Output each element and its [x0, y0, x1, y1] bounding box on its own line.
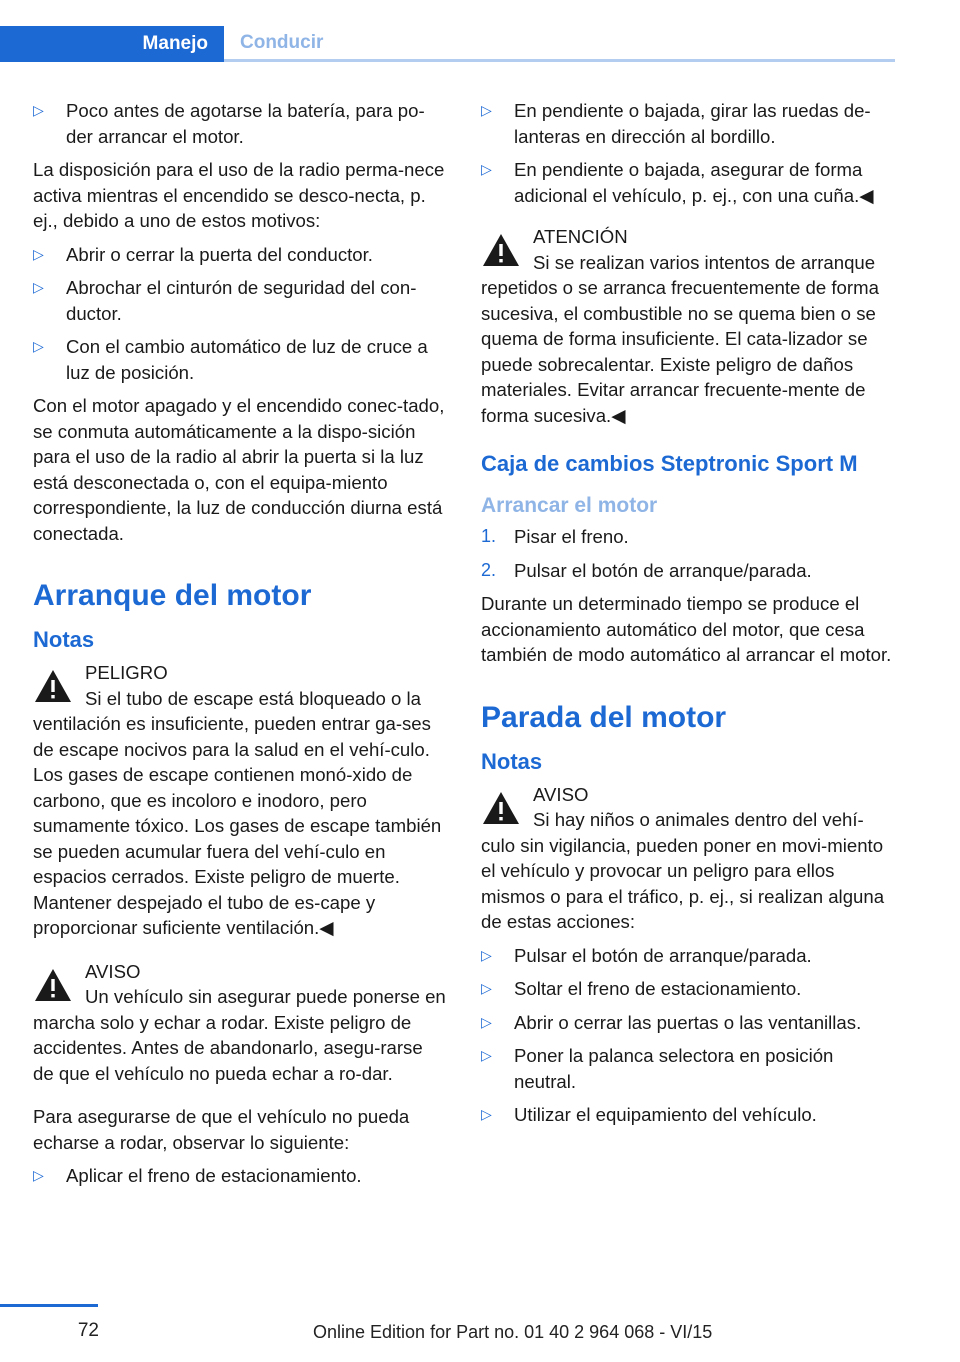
paragraph: Con el motor apagado y el encendido conec‐tado, se conmuta automáticamente a la dispo‐sición para el uso de la radio al abrir la puerta si la luz está desconectada o, con el equipa‐miento correspondiente, la luz de conducción diurna está conectada. [33, 395, 445, 544]
page-number: 72 [77, 1320, 99, 1341]
bullet-marker: ▷ [33, 245, 44, 262]
tab-conducir[interactable]: Conducir [224, 26, 895, 62]
step-number: 1. [481, 526, 497, 546]
subsection-heading: Caja de cambios Steptronic Sport M [481, 451, 858, 476]
subsection-heading: Notas [33, 627, 95, 652]
list-item: ▷ Poco antes de agotarse la batería, para po‐der arrancar el motor. [33, 100, 425, 147]
warning-block [33, 660, 447, 941]
warning-title: ATENCIÓN [533, 226, 628, 247]
warning-title: PELIGRO [85, 662, 168, 683]
list-item: ▷ Con el cambio automático de luz de cruce a luz de posición. [33, 336, 428, 383]
bullet-marker: ▷ [481, 102, 492, 118]
warning-triangle-icon [33, 967, 73, 1003]
numbered-step: 1. Pisar el freno. [481, 524, 895, 550]
minor-heading: Arrancar el motor [481, 494, 658, 517]
warning-block [33, 959, 447, 1087]
bullet-marker: ▷ [481, 980, 492, 996]
paragraph: Para asegurarse de que el vehículo no pueda echarse a rodar, observar lo siguiente: [33, 1106, 410, 1153]
tab-manejo[interactable]: Manejo [0, 26, 224, 62]
bullet-marker: ▷ [481, 161, 492, 177]
warning-block [481, 224, 895, 428]
warning-text: Si hay niños o animales dentro del vehí‐culo sin vigilancia, pueden poner en movi‐miento el vehículo y provocar un peligro para ellos mismos o para el tráfico, p. ej., si realizan alguna de estas acciones: [481, 809, 885, 932]
list-item: ▷ Utilizar el equipamiento del vehículo. [481, 1102, 895, 1128]
bullet-marker: ▷ [481, 1047, 492, 1063]
list-item: ▷ Abrir o cerrar la puerta del conductor. [33, 242, 447, 268]
warning-text: Un vehículo sin asegurar puede ponerse en marcha solo y echar a rodar. Existe peligro de accidentes. Antes de abandonarlo, asegu‐rarse de que el vehículo no pueda echar a ro‐dar. [33, 986, 446, 1084]
list-item: ▷ Pulsar el botón de arranque/parada. [481, 943, 895, 969]
page-header [0, 0, 895, 62]
warning-title: AVISO [533, 783, 589, 805]
section-heading: Parada del motor [481, 700, 727, 734]
warning-block [481, 782, 895, 935]
section-heading: Arranque del motor [33, 579, 312, 612]
step-number: 2. [481, 559, 497, 580]
paragraph: Durante un determinado tiempo se produce el accionamiento automático del motor, que cesa también de modo automático al arrancar el motor. [481, 593, 892, 665]
list-item: ▷ Poner la palanca selectora en posición neutral. [481, 1045, 834, 1092]
left-column [33, 98, 447, 1197]
list-item: ▷ Abrir o cerrar las puertas o las ventanillas. [481, 1010, 895, 1036]
list-item: ▷ En pendiente o bajada, asegurar de forma adicional el vehículo, p. ej., con una cuña.◀ [481, 159, 874, 206]
right-column [481, 98, 895, 1136]
warning-text: Si el tubo de escape está bloqueado o la ventilación es insuficiente, pueden entrar ga‐ses de escape nocivos para la salud en el vehí‐culo. Los gases de escape contienen monó‐xido de carbono, que es incoloro e inodoro, pero sumamente tóxico. Los gases de escape también se pueden acumular fuera del vehí‐culo en espacios cerrados. Existe peligro de muerte. Mantener despejado el tubo de es‐cape y proporcionar suficiente ventilación.◀ [33, 687, 442, 938]
bullet-marker: ▷ [481, 946, 492, 963]
warning-text: Si se realizan varios intentos de arranque repetidos o se arranca frecuentemente de forma sucesiva, el combustible no se quema bien o se quema de forma insuficiente. El cata‐lizador se puede sobrecalentar. Existe peligro de daños materiales. Evitar arrancar frecuente‐mente de forma sucesiva.◀ [481, 251, 879, 426]
subsection-heading: Notas [481, 748, 543, 774]
bullet-marker: ▷ [481, 1013, 492, 1030]
list-item: ▷ En pendiente o bajada, girar las ruedas de‐lanteras en dirección al bordillo. [481, 100, 871, 147]
list-item: ▷ Soltar el freno de estacionamiento. [481, 976, 895, 1002]
paragraph: La disposición para el uso de la radio perma‐nece activa mientras el encendido se desco‐necta, p. ej., debido a uno de estos motivos: [33, 159, 445, 231]
bullet-marker: ▷ [33, 338, 44, 354]
warning-triangle-icon [481, 790, 521, 826]
bullet-marker: ▷ [33, 1167, 44, 1183]
bullet-marker: ▷ [33, 102, 44, 118]
numbered-step: 2. Pulsar el botón de arranque/parada. [481, 558, 895, 584]
warning-title: AVISO [85, 960, 141, 982]
list-item: ▷ Aplicar el freno de estacionamiento. [33, 1163, 447, 1189]
bullet-marker: ▷ [33, 279, 44, 295]
list-item: ▷ Abrochar el cinturón de seguridad del con‐ductor. [33, 277, 417, 324]
edition-note: Online Edition for Part no. 01 40 2 964 068 - VI/15 [313, 1322, 713, 1342]
bullet-marker: ▷ [481, 1106, 492, 1122]
warning-triangle-icon [33, 668, 73, 704]
warning-triangle-icon [481, 232, 521, 268]
footer-rule [0, 1304, 98, 1307]
